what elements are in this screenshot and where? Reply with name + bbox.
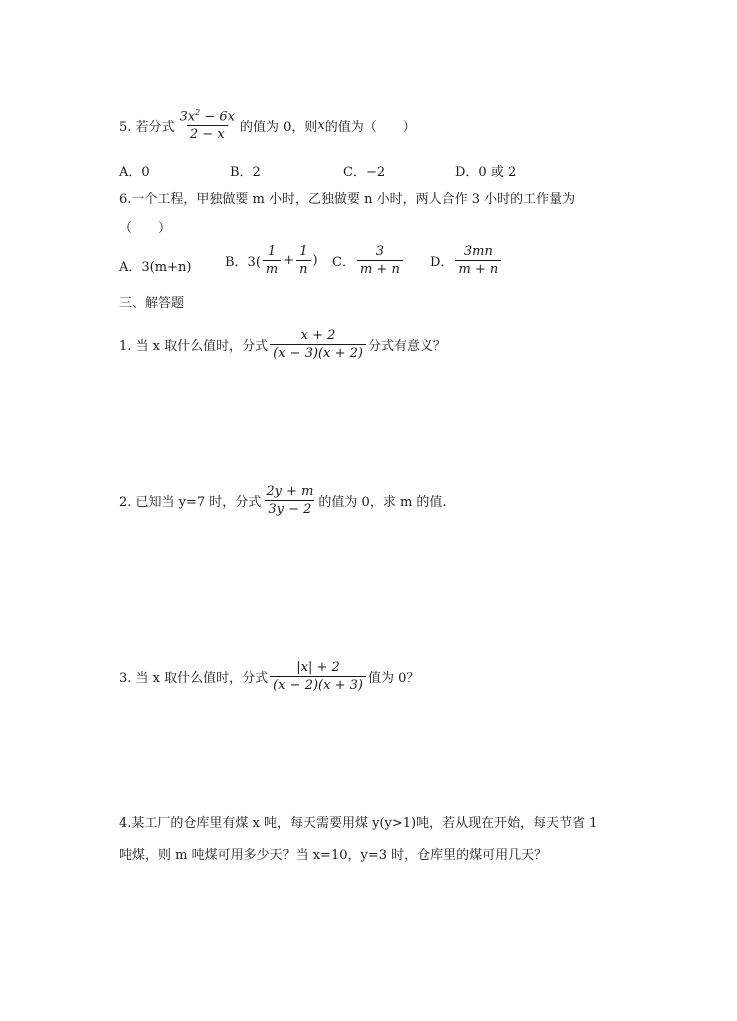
p3-suffix: 值为 0？ <box>367 671 420 686</box>
q6-opt-d-label: D． <box>430 255 454 270</box>
q6-opt-c-den: m + n <box>357 260 403 277</box>
p2-suffix: 的值为 0，求 m 的值. <box>318 495 447 510</box>
q5-suffix-a: 的值为 0，则 <box>240 119 318 135</box>
q6-opt-d-den: m + n <box>455 260 501 277</box>
q6-opt-c-frac <box>357 244 403 277</box>
p1-suffix: 分式有意义？ <box>367 339 446 354</box>
q6-opt-d-frac <box>455 244 501 277</box>
problem-3 <box>119 660 419 693</box>
q6-opt-b-f2-num: 1 <box>299 244 308 259</box>
q6-opt-d-num: 3mn <box>463 244 493 259</box>
p2-prefix: 2. 已知当 y=7 时，分式 <box>119 495 262 510</box>
q6-opt-b-frac2 <box>296 244 310 277</box>
p1-num: x + 2 <box>300 328 336 343</box>
p3-num: |x| + 2 <box>296 660 340 675</box>
q5-frac-den: 2 − x <box>187 125 228 142</box>
q6-opt-b-f1-den: m <box>263 260 281 277</box>
q6-opt-b-plus: + <box>283 253 295 268</box>
q5-fraction <box>177 108 238 142</box>
q5-frac-num-exp: 2 <box>195 108 201 117</box>
q6-option-b <box>225 244 318 277</box>
q5-suffix-b: 的值为（ ） <box>324 119 416 135</box>
p4-line1: 4.某工厂的仓库里有煤 x 吨，每天需要用煤 y(y>1)吨，若从现在开始，每天节省 1 <box>119 816 598 831</box>
q6-opt-b-close: ) <box>312 253 318 268</box>
p3-fraction <box>270 660 366 693</box>
q6-opt-b-frac1 <box>263 244 281 277</box>
q6-option-d <box>430 244 503 277</box>
q6-opt-b-f1-num: 1 <box>267 244 277 259</box>
problem-2 <box>119 484 447 517</box>
question-5 <box>119 108 416 142</box>
q6-opt-b-label: B．3( <box>225 255 261 270</box>
problem-1 <box>119 328 446 361</box>
q5-frac-num-a: 3x <box>179 109 196 125</box>
q5-option-b: B．2 <box>230 165 261 180</box>
q5-option-a: A．0 <box>119 165 150 180</box>
p3-den: (x − 2)(x + 3) <box>270 676 366 693</box>
p2-fraction <box>263 484 316 517</box>
p3-prefix: 3. 当 x 取什么值时，分式 <box>119 671 269 686</box>
section-title: 三、解答题 <box>119 296 185 311</box>
q5-option-d: D．0 或 2 <box>455 165 517 180</box>
q6-line2: （ ） <box>119 221 172 236</box>
q6-option-a: A．3(m+n) <box>119 260 192 275</box>
q6-opt-b-f2-den: n <box>296 260 310 277</box>
p1-den: (x − 3)(x + 2) <box>270 344 366 361</box>
q5-frac-num-b: − 6x <box>200 109 236 125</box>
q6-opt-c-num: 3 <box>375 244 385 259</box>
p1-prefix: 1. 当 x 取什么值时，分式 <box>119 339 269 354</box>
p2-den: 3y − 2 <box>265 500 314 517</box>
q5-option-c: C．−2 <box>343 165 386 180</box>
q6-opt-c-label: C． <box>332 255 355 270</box>
p2-num: 2y + m <box>266 484 314 499</box>
p1-fraction <box>270 328 366 361</box>
q6-option-c <box>332 244 405 277</box>
p4-line2: 吨煤，则 m 吨煤可用多少天？当 x=10，y=3 时，仓库里的煤可用几天？ <box>119 848 548 863</box>
q6-line1: 6.一个工程，甲独做要 m 小时，乙独做要 n 小时，两人合作 3 小时的工作量为 <box>119 192 576 207</box>
q5-prefix: 5. 若分式 <box>119 119 175 135</box>
q5-suffix-var: x <box>317 117 325 133</box>
